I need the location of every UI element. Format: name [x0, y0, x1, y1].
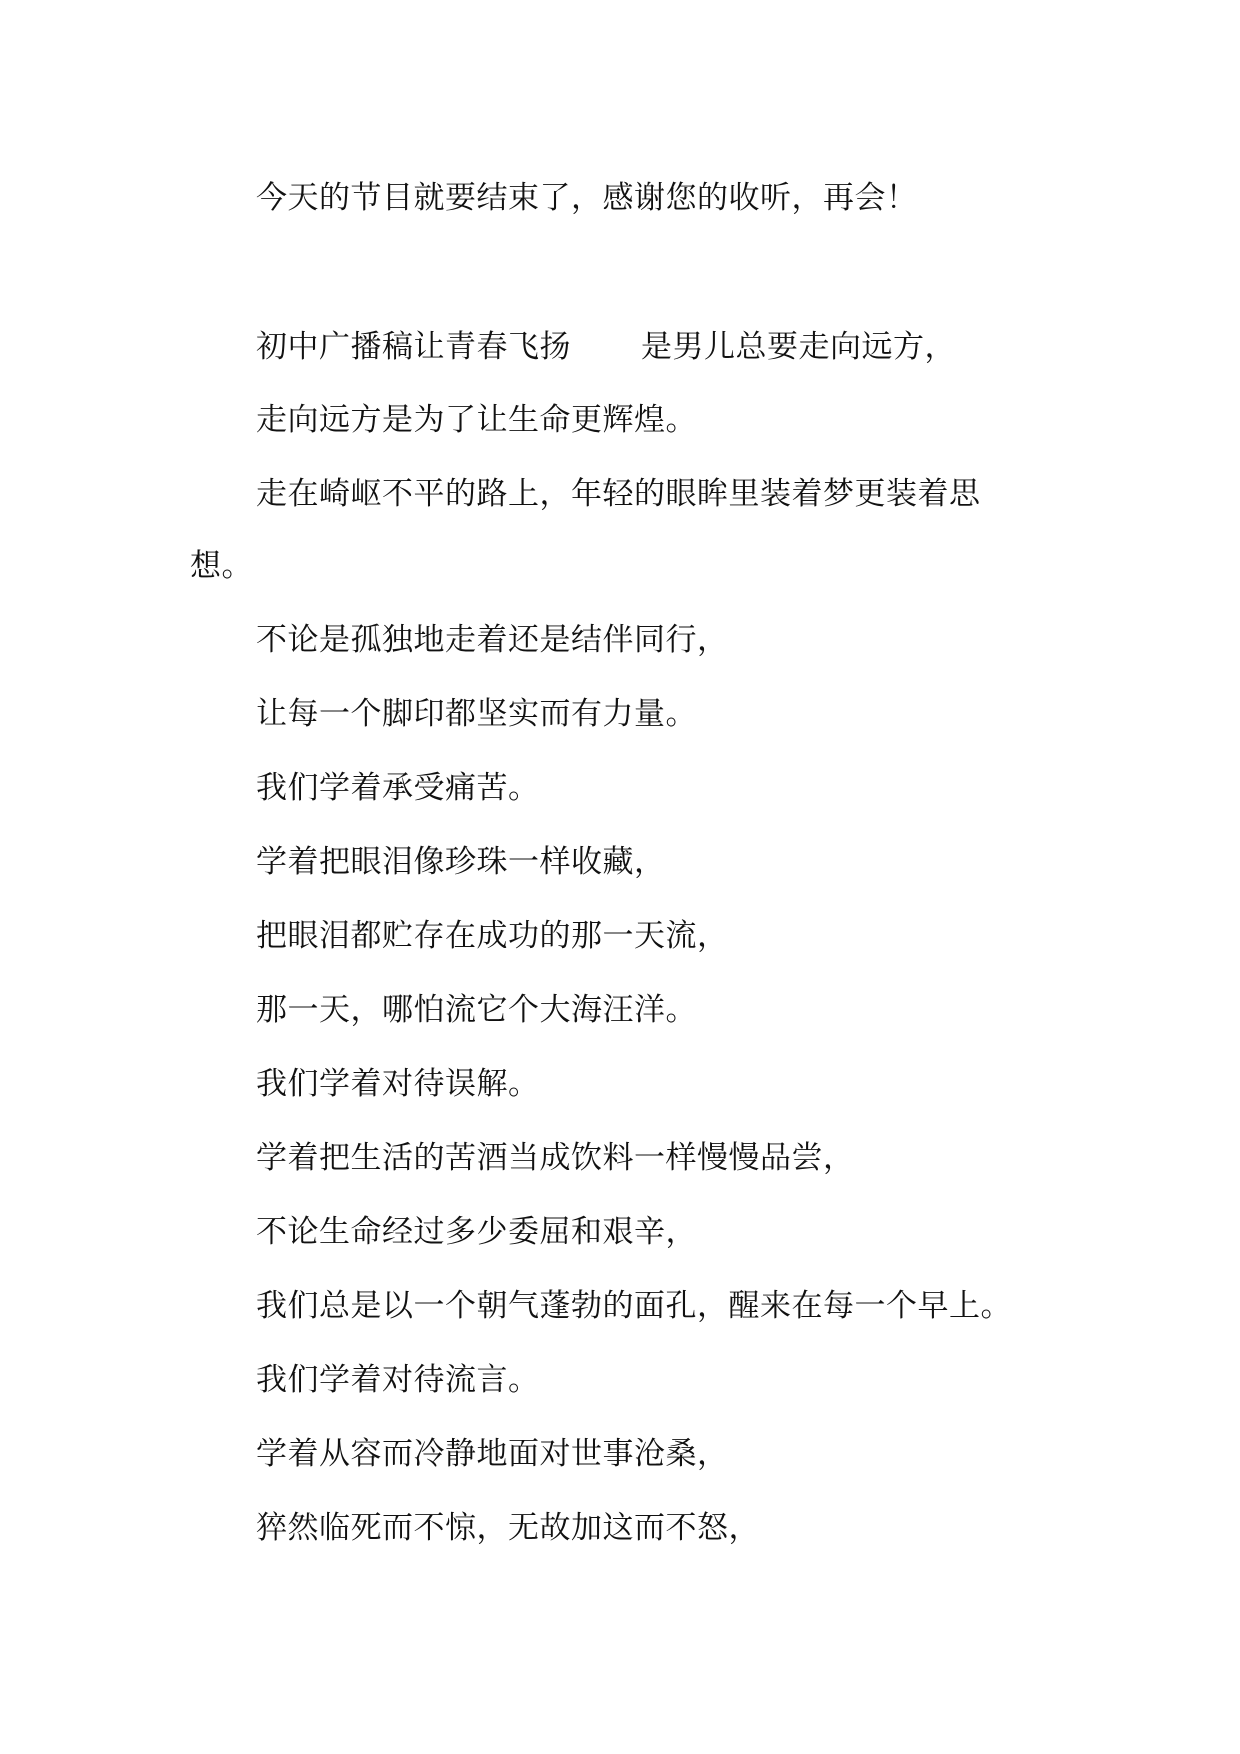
title-follow-text: 是男儿总要走向远方，	[641, 329, 956, 365]
body-line-wrap: 想。	[190, 548, 253, 584]
body-line: 我们学着对待误解。	[256, 1066, 540, 1102]
body-line: 走在崎岖不平的路上，年轻的眼眸里装着梦更装着思	[256, 476, 981, 512]
body-line: 学着把生活的苦酒当成饮料一样慢慢品尝，	[256, 1140, 855, 1176]
body-line: 把眼泪都贮存在成功的那一天流，	[256, 918, 729, 954]
article-title: 初中广播稿让青春飞扬	[256, 329, 571, 365]
body-line: 学着从容而冷静地面对世事沧桑，	[256, 1436, 729, 1472]
body-line: 不论是孤独地走着还是结伴同行，	[256, 622, 729, 658]
body-line: 让每一个脚印都坚实而有力量。	[256, 696, 697, 732]
title-line	[256, 327, 956, 367]
body-line: 走向远方是为了让生命更辉煌。	[256, 402, 697, 438]
body-line: 不论生命经过多少委屈和艰辛，	[256, 1214, 697, 1250]
body-line: 我们学着对待流言。	[256, 1362, 540, 1398]
body-line: 那一天，哪怕流它个大海汪洋。	[256, 992, 697, 1028]
closing-line: 今天的节目就要结束了，感谢您的收听，再会！	[256, 180, 918, 216]
body-line: 学着把眼泪像珍珠一样收藏，	[256, 844, 666, 880]
body-line: 我们学着承受痛苦。	[256, 770, 540, 806]
body-line: 猝然临死而不惊，无故加这而不怒，	[256, 1510, 760, 1546]
body-line: 我们总是以一个朝气蓬勃的面孔，醒来在每一个早上。	[256, 1288, 1012, 1324]
